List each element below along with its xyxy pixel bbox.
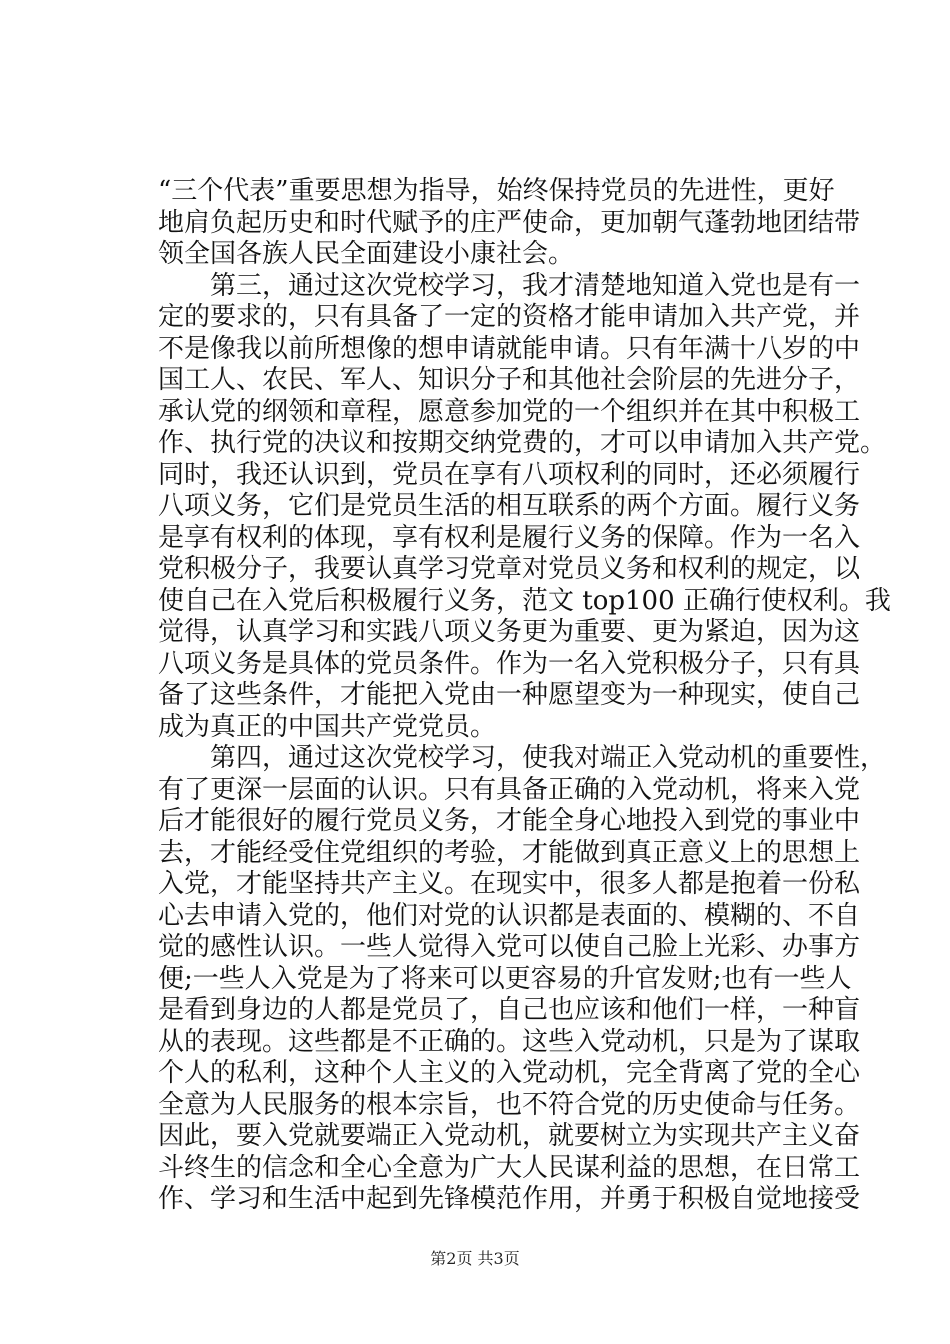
text-line: 作、执行党的决议和按期交纳党费的，才可以申请加入共产党。 <box>158 428 887 458</box>
text-line: 党积极分子，我要认真学习党章对党员义务和权利的规定，以 <box>158 554 861 584</box>
text-line: 后才能很好的履行党员义务，才能全身心地投入到党的事业中 <box>158 806 861 836</box>
text-line: 八项义务是具体的党员条件。作为一名入党积极分子，只有具 <box>158 648 861 679</box>
text-line: 国工人、农民、军人、知识分子和其他社会阶层的先进分子， <box>158 365 861 395</box>
text-line: 个人的私利，这种个人主义的入党动机，完全背离了党的全心 <box>158 1058 861 1088</box>
paragraph-start-line: 第四，通过这次党校学习，使我对端正入党动机的重要性， <box>210 743 887 773</box>
text-line: 觉得，认真学习和实践八项义务更为重要、更为紧迫，因为这 <box>158 617 861 647</box>
text-line: 去，才能经受住党组织的考验，才能做到真正意义上的思想上 <box>158 837 861 868</box>
text-line: 不是像我以前所想像的想申请就能申请。只有年满十八岁的中 <box>158 333 861 364</box>
text-line: 是享有权利的体现，享有权利是履行义务的保障。作为一名入 <box>158 522 861 553</box>
text-line: 入党，才能坚持共产主义。在现实中，很多人都是抱着一份私 <box>158 869 861 899</box>
text-line: 全意为人民服务的根本宗旨，也不符合党的历史使命与任务。 <box>158 1089 861 1120</box>
text-line: 有了更深一层面的认识。只有具备正确的入党动机，将来入党 <box>158 774 861 805</box>
text-line: 是看到身边的人都是党员了，自己也应该和他们一样，一种盲 <box>158 995 861 1025</box>
document-body <box>158 176 891 1216</box>
text-line: 觉的感性认识。一些人觉得入党可以使自己脸上光彩、办事方 <box>158 932 861 962</box>
text-line: 心去申请入党的，他们对党的认识都是表面的、模糊的、不自 <box>158 900 861 931</box>
text-line: “三个代表”重要思想为指导，始终保持党员的先进性，更好 <box>158 176 835 206</box>
text-line: 便;一些人入党是为了将来可以更容易的升官发财;也有一些人 <box>158 963 852 994</box>
text-line: 领全国各族人民全面建设小康社会。 <box>158 239 575 269</box>
text-line: 地肩负起历史和时代赋予的庄严使命，更加朝气蓬勃地团结带 <box>158 207 861 238</box>
text-line: 作、学习和生活中起到先锋模范作用，并勇于积极自觉地接受 <box>158 1184 861 1214</box>
text-line: 从的表现。这些都是不正确的。这些入党动机，只是为了谋取 <box>158 1026 861 1057</box>
page-number-footer: 第2页 共3页 <box>430 1249 520 1268</box>
text-line: 八项义务，它们是党员生活的相互联系的两个方面。履行义务 <box>158 491 861 521</box>
paragraph-start-line: 第三，通过这次党校学习，我才清楚地知道入党也是有一 <box>210 270 861 301</box>
text-line: 定的要求的，只有具备了一定的资格才能申请加入共产党，并 <box>158 302 861 332</box>
text-line: 承认党的纲领和章程，愿意参加党的一个组织并在其中积极工 <box>158 396 861 427</box>
text-line: 因此，要入党就要端正入党动机，就要树立为实现共产主义奋 <box>158 1121 861 1151</box>
text-line: 成为真正的中国共产党党员。 <box>158 711 497 742</box>
text-line: 使自己在入党后积极履行义务，范文 top100 正确行使权利。我 <box>158 585 891 616</box>
text-line: 同时，我还认识到，党员在享有八项权利的同时，还必须履行 <box>158 459 861 490</box>
text-line: 备了这些条件，才能把入党由一种愿望变为一种现实，使自己 <box>158 680 861 710</box>
text-line: 斗终生的信念和全心全意为广大人民谋利益的思想，在日常工 <box>158 1152 861 1183</box>
